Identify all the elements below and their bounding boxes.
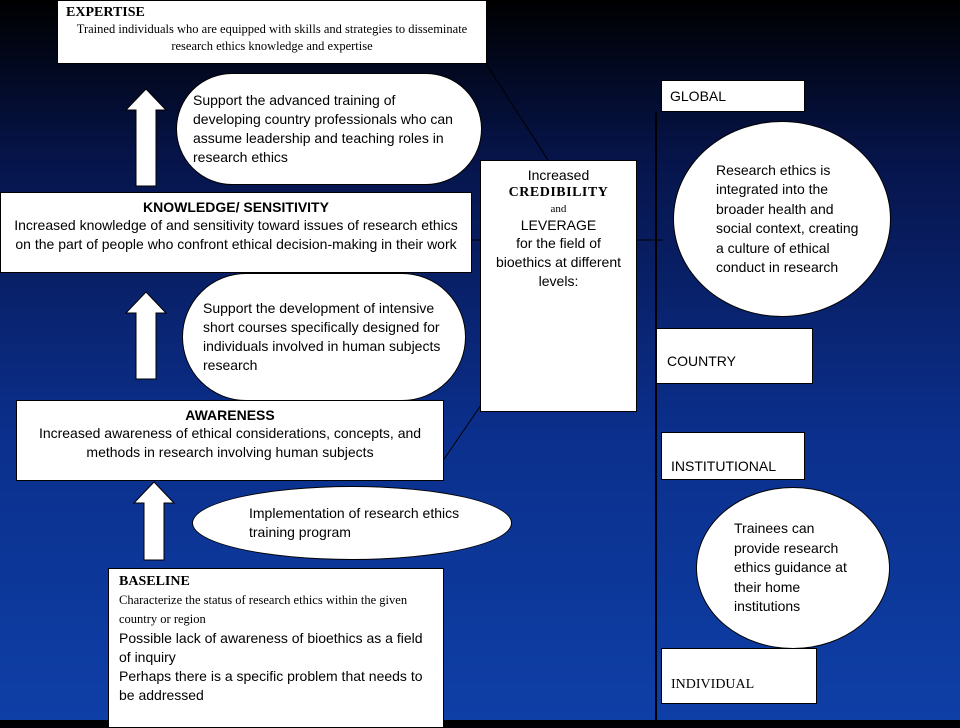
level-global xyxy=(661,80,805,112)
knowledge-box xyxy=(0,192,472,273)
individual-note-text: Trainees can provide research ethics guidance at their home institutions xyxy=(734,520,847,615)
expertise-title: EXPERTISE xyxy=(66,5,145,20)
baseline-point-1: Possible lack of awareness of bioethics as a field of inquiry xyxy=(119,630,423,665)
connector-expertise-credibility xyxy=(485,62,548,160)
global-note-text: Research ethics is integrated into the broader health and social context, creating a culture of ethical conduct in research xyxy=(716,161,859,275)
credibility-line-3: and xyxy=(550,203,567,215)
awareness-title: AWARENESS xyxy=(185,407,275,423)
arrow-up-3 xyxy=(134,482,174,560)
expertise-body: Trained individuals who are equipped with skills and strategies to disseminate research ethics knowledge and expertise xyxy=(76,22,468,53)
level-institutional xyxy=(661,432,805,480)
credibility-line-4: LEVERAGE xyxy=(520,217,597,233)
baseline-point-2: Perhaps there is a specific problem that needs to be addressed xyxy=(119,668,423,703)
support-courses-ellipse xyxy=(182,273,466,401)
implementation-ellipse xyxy=(192,486,512,560)
level-institutional-label: INSTITUTIONAL xyxy=(671,458,777,474)
credibility-line-5: for the field of bioethics at different levels: xyxy=(495,235,622,289)
knowledge-title: KNOWLEDGE/ SENSITIVITY xyxy=(143,199,329,215)
arrow-up-2 xyxy=(126,292,166,379)
level-global-label: GLOBAL xyxy=(670,88,727,104)
individual-note-ellipse xyxy=(696,487,890,649)
level-country xyxy=(656,328,813,384)
support-courses-text: Support the development of intensive short courses specifically designed for individuals involved in human subjects research xyxy=(203,300,441,373)
expertise-box xyxy=(57,0,487,64)
level-country-label: COUNTRY xyxy=(667,353,736,369)
knowledge-body: Increased knowledge of and sensitivity toward issues of research ethics on the part of people who confront ethical decision-making in their work xyxy=(14,217,458,252)
credibility-line-2: CREDIBILITY xyxy=(508,185,609,200)
level-individual-label: INDIVIDUAL xyxy=(671,677,755,692)
support-advanced-text: Support the advanced training of developing country professionals who can assume leadership and teaching roles in research ethics xyxy=(193,92,453,165)
support-advanced-ellipse xyxy=(176,73,482,185)
global-note-ellipse xyxy=(673,121,891,317)
awareness-body: Increased awareness of ethical considerations, concepts, and methods in research involving human subjects xyxy=(38,425,422,460)
implementation-text: Implementation of research ethics training program xyxy=(249,505,460,540)
credibility-line-1: Increased xyxy=(527,167,590,183)
awareness-box xyxy=(16,400,444,481)
arrow-up-1 xyxy=(126,89,166,186)
baseline-subtitle: Characterize the status of research ethics within the given country or region xyxy=(119,593,408,626)
baseline-box xyxy=(108,568,444,728)
credibility-box xyxy=(480,160,637,412)
level-individual xyxy=(661,648,817,704)
baseline-title: BASELINE xyxy=(119,574,190,589)
